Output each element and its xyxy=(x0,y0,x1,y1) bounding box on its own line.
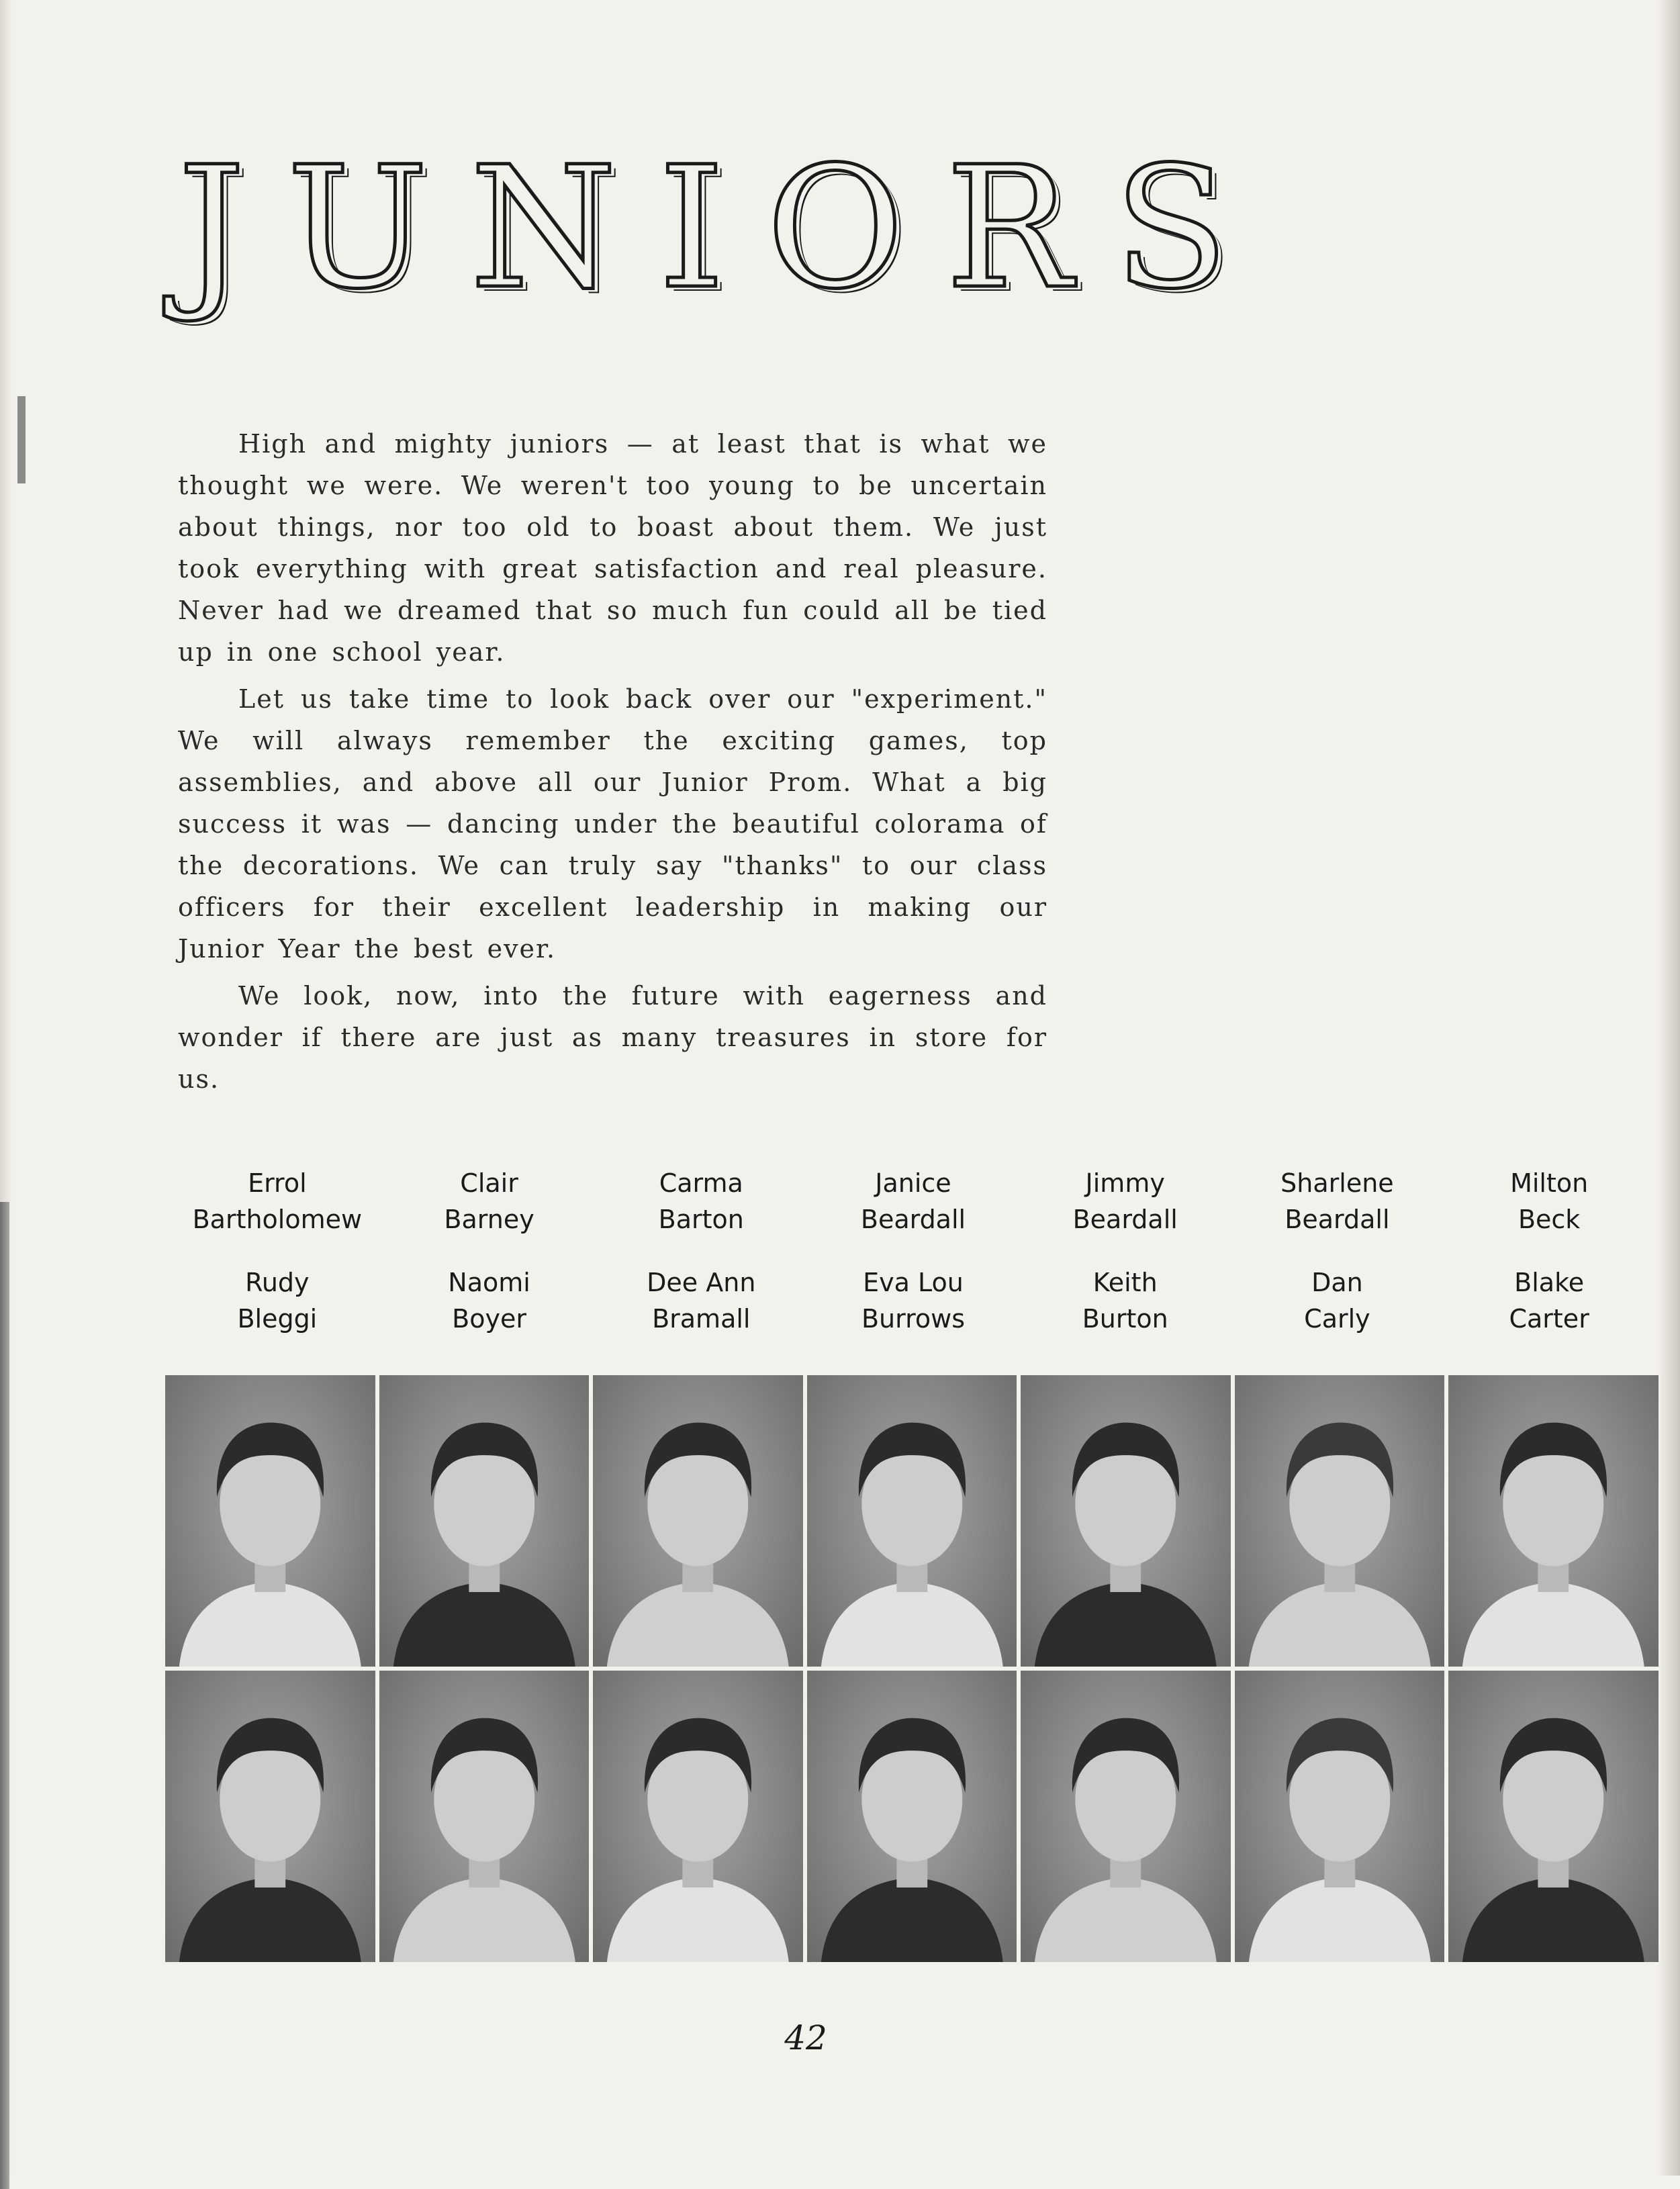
student-portrait xyxy=(1233,1669,1447,1964)
last-name: Burton xyxy=(1082,1304,1168,1334)
last-name: Boyer xyxy=(452,1304,526,1334)
student-portrait xyxy=(1019,1373,1233,1669)
student-portrait xyxy=(1019,1669,1233,1964)
intro-paragraph: Let us take time to look back over our "experiment." We will always remember the exciting games, top assemblies, and above all our Junior Prom. What a big success it was — dancing under the beautiful colorama of the decorations. We can truly say "thanks" to our class officers for their excellent leadership in making our Junior Year the best ever. xyxy=(178,684,1047,964)
student-name xyxy=(1231,1165,1444,1238)
last-name: Beck xyxy=(1518,1205,1581,1234)
intro-text xyxy=(178,423,1047,1105)
portrait-silhouette xyxy=(379,1671,590,1962)
student-names xyxy=(171,1165,1655,1337)
student-name xyxy=(807,1264,1019,1337)
student-name xyxy=(171,1165,383,1238)
last-name: Beardall xyxy=(1285,1205,1390,1234)
page-title: JUNIORS xyxy=(178,130,1270,326)
portrait-silhouette xyxy=(165,1375,375,1667)
student-portrait xyxy=(805,1669,1019,1964)
first-name: Milton xyxy=(1510,1168,1589,1198)
first-name: Rudy xyxy=(245,1268,310,1297)
student-portrait xyxy=(163,1669,377,1964)
portrait-silhouette xyxy=(165,1671,375,1962)
portrait-silhouette xyxy=(807,1671,1017,1962)
last-name: Bartholomew xyxy=(192,1205,363,1234)
portrait-silhouette xyxy=(1235,1671,1445,1962)
first-name: Naomi xyxy=(448,1268,530,1297)
student-name xyxy=(807,1165,1019,1238)
student-name xyxy=(1443,1165,1655,1238)
last-name: Carly xyxy=(1304,1304,1370,1334)
last-name: Bleggi xyxy=(237,1304,318,1334)
student-name xyxy=(595,1264,807,1337)
portrait-silhouette xyxy=(1021,1671,1231,1962)
first-name: Jimmy xyxy=(1085,1168,1165,1198)
student-name xyxy=(171,1264,383,1337)
student-portrait xyxy=(377,1373,592,1669)
last-name: Bramall xyxy=(652,1304,751,1334)
portrait-silhouette xyxy=(1448,1375,1659,1667)
page-edge-right xyxy=(1657,0,1680,2176)
student-portrait xyxy=(805,1373,1019,1669)
last-name: Beardall xyxy=(1072,1205,1178,1234)
first-name: Dee Ann xyxy=(647,1268,756,1297)
student-portrait xyxy=(591,1669,805,1964)
binding-mark xyxy=(0,1202,9,2189)
intro-paragraph: We look, now, into the future with eagerness and wonder if there are just as many treasures in store for us. xyxy=(178,981,1047,1094)
first-name: Dan xyxy=(1311,1268,1363,1297)
student-name xyxy=(1443,1264,1655,1337)
portrait-silhouette xyxy=(1235,1375,1445,1667)
first-name: Errol xyxy=(248,1168,307,1198)
student-portrait xyxy=(591,1373,805,1669)
page-number: 42 xyxy=(784,2018,827,2057)
last-name: Burrows xyxy=(861,1304,965,1334)
portrait-silhouette xyxy=(379,1375,590,1667)
intro-paragraph: High and mighty juniors — at least that is what we thought we were. We weren't too young to be uncertain about things, nor too old to boast about them. We just took everything with great satisfaction and real pleasure. Never had we dreamed that so much fun could all be tied up in one school year. xyxy=(178,429,1047,667)
portrait-silhouette xyxy=(807,1375,1017,1667)
last-name: Barney xyxy=(444,1205,534,1234)
first-name: Sharlene xyxy=(1280,1168,1394,1198)
student-name xyxy=(1019,1264,1231,1337)
student-name xyxy=(1019,1165,1231,1238)
portrait-silhouette xyxy=(1448,1671,1659,1962)
first-name: Carma xyxy=(659,1168,743,1198)
portrait-silhouette xyxy=(593,1375,803,1667)
last-name: Carter xyxy=(1509,1304,1589,1334)
first-name: Janice xyxy=(875,1168,951,1198)
student-portrait xyxy=(1233,1373,1447,1669)
student-name xyxy=(595,1165,807,1238)
student-name xyxy=(383,1165,596,1238)
first-name: Keith xyxy=(1092,1268,1158,1297)
student-portrait xyxy=(163,1373,377,1669)
first-name: Clair xyxy=(460,1168,518,1198)
student-portrait xyxy=(1446,1669,1661,1964)
student-portrait xyxy=(1446,1373,1661,1669)
last-name: Beardall xyxy=(860,1205,966,1234)
student-name xyxy=(383,1264,596,1337)
last-name: Barton xyxy=(658,1205,744,1234)
student-portrait xyxy=(377,1669,592,1964)
portrait-silhouette xyxy=(1021,1375,1231,1667)
first-name: Eva Lou xyxy=(863,1268,964,1297)
portrait-silhouette xyxy=(593,1671,803,1962)
first-name: Blake xyxy=(1514,1268,1585,1297)
portrait-grid xyxy=(163,1373,1661,1964)
student-name xyxy=(1231,1264,1444,1337)
binding-mark xyxy=(17,396,26,483)
